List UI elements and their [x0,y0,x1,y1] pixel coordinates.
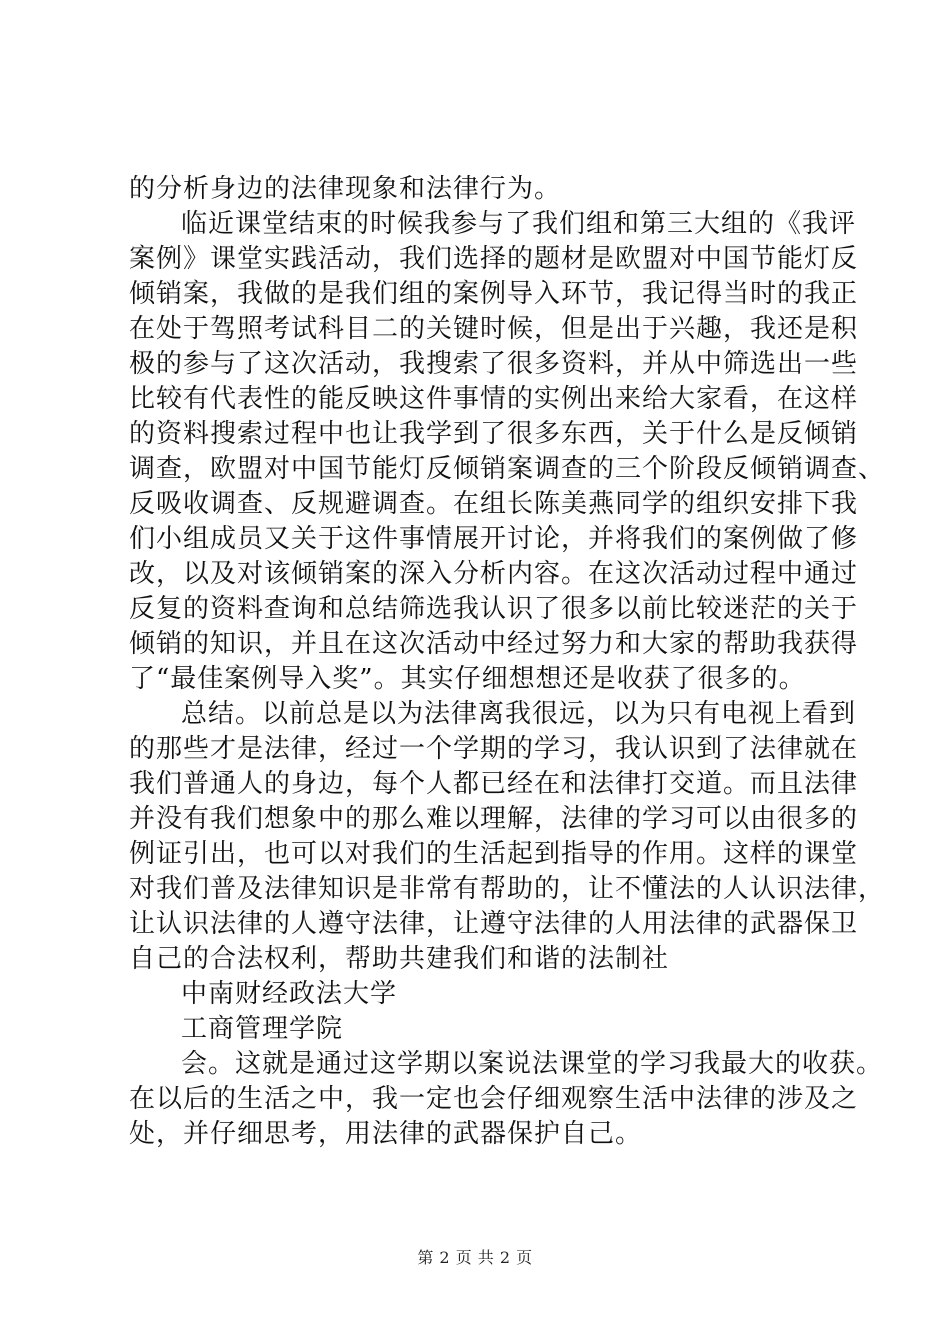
text-line: 自己的合法权利，帮助共建我们和谐的法制社 [129,944,670,974]
text-line: 反复的资料查询和总结筛选我认识了很多以前比较迷茫的关于 [129,594,859,624]
text-line: 我们普通人的身边，每个人都已经在和法律打交道。而且法律 [129,769,859,799]
text-line: 并没有我们想象中的那么难以理解，法律的学习可以由很多的 [129,804,859,834]
text-line: 工商管理学院 [181,1014,344,1044]
text-line: 会。这就是通过这学期以案说法课堂的学习我最大的收获。 [181,1049,884,1079]
text-line: 的分析身边的法律现象和法律行为。 [129,174,562,204]
text-line: 比较有代表性的能反映这件事情的实例出来给大家看，在这样 [129,384,859,414]
text-line: 改，以及对该倾销案的深入分析内容。在这次活动过程中通过 [129,559,859,589]
text-line: 总结。以前总是以为法律离我很远，以为只有电视上看到 [181,699,857,729]
text-line: 在处于驾照考试科目二的关键时候，但是出于兴趣，我还是积 [129,314,859,344]
text-line: 了“最佳案例导入奖”。其实仔细想想还是收获了很多的。 [129,664,806,694]
text-line: 例证引出，也可以对我们的生活起到指导的作用。这样的课堂 [129,839,859,869]
text-line: 的那些才是法律，经过一个学期的学习，我认识到了法律就在 [129,734,859,764]
text-line: 对我们普及法律知识是非常有帮助的，让不懂法的人认识法律， [129,874,886,904]
text-line: 在以后的生活之中，我一定也会仔细观察生活中法律的涉及之 [129,1084,859,1114]
text-line: 倾销案，我做的是我们组的案例导入环节，我记得当时的我正 [129,279,859,309]
text-line: 临近课堂结束的时候我参与了我们组和第三大组的《我评 [181,209,857,239]
text-line: 调查，欧盟对中国节能灯反倾销案调查的三个阶段反倾销调查、 [129,454,886,484]
text-line: 处，并仔细思考，用法律的武器保护自己。 [129,1119,643,1149]
text-line: 的资料搜索过程中也让我学到了很多东西，关于什么是反倾销 [129,419,859,449]
text-line: 中南财经政法大学 [181,979,398,1009]
text-line: 反吸收调查、反规避调查。在组长陈美燕同学的组织安排下我 [129,489,859,519]
text-line: 们小组成员又关于这件事情展开讨论，并将我们的案例做了修 [129,524,859,554]
text-line: 案例》课堂实践活动，我们选择的题材是欧盟对中国节能灯反 [129,244,859,274]
page-footer: 第 2 页 共 2 页 [417,1248,533,1267]
text-line: 倾销的知识，并且在这次活动中经过努力和大家的帮助我获得 [129,629,859,659]
document-body [129,172,886,1152]
text-line: 极的参与了这次活动，我搜索了很多资料，并从中筛选出一些 [129,349,859,379]
text-line: 让认识法律的人遵守法律，让遵守法律的人用法律的武器保卫 [129,909,859,939]
